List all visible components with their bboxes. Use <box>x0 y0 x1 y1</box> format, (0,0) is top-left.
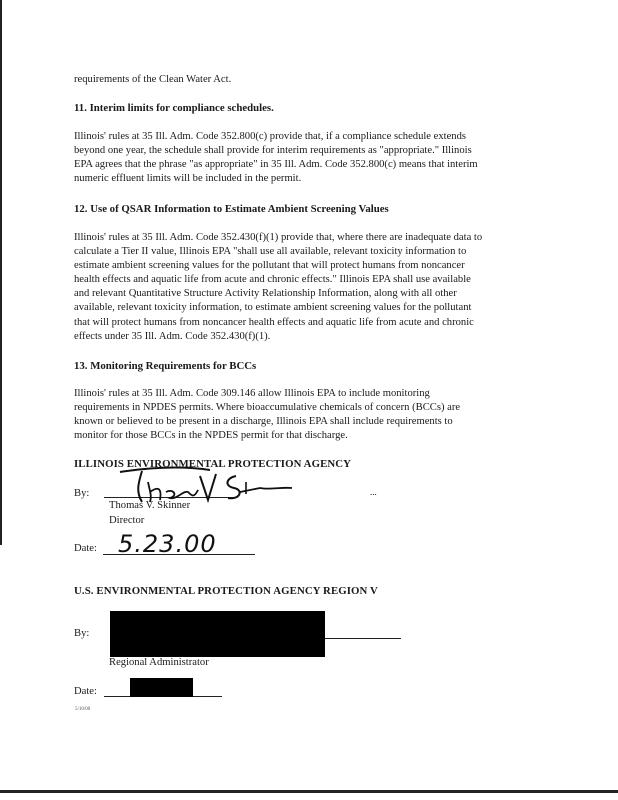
paragraph-line: calculate a Tier II value, Illinois EPA "shall use all available, relevant toxicity information to <box>74 246 467 258</box>
section-11-paragraph <box>74 130 544 186</box>
paragraph-line: Illinois' rules at 35 Ill. Adm. Code 309.146 allow Illinois EPA to include monitoring <box>74 388 430 399</box>
paragraph-line: and relevant Quantitative Structure Activity Relationship Information, along with all other <box>74 288 457 300</box>
section-13-heading: 13. Monitoring Requirements for BCCs <box>74 360 257 372</box>
paragraph-line: monitor for those BCCs in the NPDES permit for that discharge. <box>74 430 348 442</box>
redaction-box-signature <box>110 611 325 657</box>
section-12-paragraph <box>74 231 544 344</box>
paragraph-line: Illinois' rules at 35 Ill. Adm. Code 352.800(c) provide that, if a compliance schedule extends <box>74 131 467 142</box>
scan-left-edge <box>0 0 2 545</box>
paragraph-line: beyond one year, the schedule shall provide for interim requirements as "appropriate." Illinois <box>74 145 472 157</box>
section-11-heading: 11. Interim limits for compliance schedules. <box>74 102 274 114</box>
usepa-heading: U.S. ENVIRONMENTAL PROTECTION AGENCY REGION V <box>74 585 378 597</box>
paragraph-line: health effects and aquatic life from acute and chronic effects." Illinois EPA shall use available <box>74 274 471 286</box>
paragraph-line: that will protect humans from noncancer health effects and aquatic life from acute and chronic <box>74 316 474 328</box>
paragraph-line: EPA agrees that the phrase "as appropriate" in 35 Ill. Adm. Code 352.800(c) means that interim <box>74 159 478 171</box>
section-12-heading: 12. Use of QSAR Information to Estimate Ambient Screening Values <box>74 203 389 215</box>
paragraph-line: effects under 35 Ill. Adm. Code 352.430(f)(1). <box>74 330 271 342</box>
paragraph-line: requirements in NPDES permits. Where bioaccumulative chemicals of concern (BCCs) are <box>74 402 461 414</box>
illinois-signer-title: Director <box>109 515 145 526</box>
paragraph-line: estimate ambient screening values for the pollutant that will protect humans from noncancer <box>74 260 465 272</box>
usepa-date-label: Date: <box>74 686 97 697</box>
paragraph-line: available, relevant toxicity information, to estimate ambient screening values for the pollutant <box>74 302 472 314</box>
illinois-date-label: Date: <box>74 543 97 554</box>
illinois-handwritten-date: 5.23.00 <box>118 530 217 558</box>
intro-line: requirements of the Clean Water Act. <box>74 74 232 85</box>
illinois-epa-heading: ILLINOIS ENVIRONMENTAL PROTECTION AGENCY <box>74 458 352 470</box>
stray-mark: ... <box>370 487 377 497</box>
usepa-signer-title: Regional Administrator <box>109 657 209 668</box>
redaction-box-date <box>130 678 193 697</box>
scan-bottom-edge <box>0 790 618 793</box>
paragraph-line: numeric effluent limits will be included in the permit. <box>74 173 302 185</box>
footer-code: 5/10/00 <box>75 707 91 712</box>
paragraph-line: known or believed to be present in a discharge, Illinois EPA shall include requirements to <box>74 416 453 428</box>
usepa-by-label: By: <box>74 628 90 639</box>
paragraph-line: Illinois' rules at 35 Ill. Adm. Code 352.430(f)(1) provide that, where there are inadequate data to <box>74 232 483 243</box>
illinois-signer-name: Thomas V. Skinner <box>109 500 191 511</box>
illinois-by-label: By: <box>74 488 90 499</box>
section-13-paragraph <box>74 387 544 443</box>
